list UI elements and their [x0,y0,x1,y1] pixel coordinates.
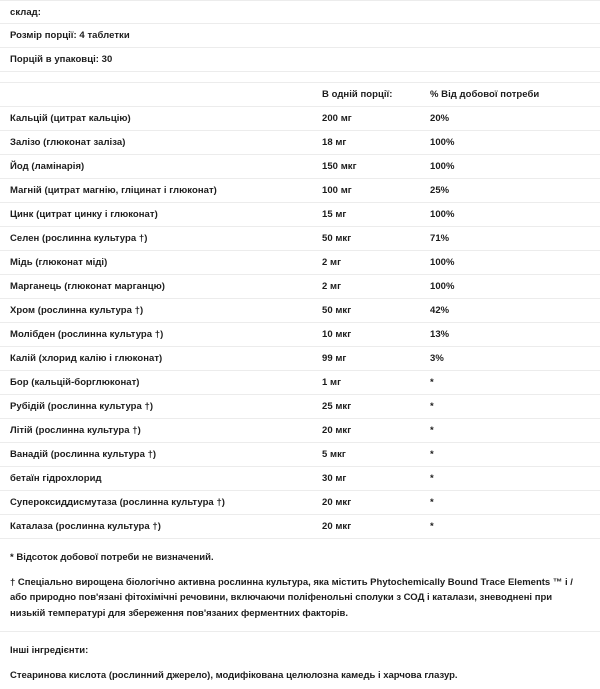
nutrient-amount: 1 мг [322,377,430,388]
nutrient-name: Рубідій (рослинна культура †) [0,401,322,412]
table-row [0,107,600,131]
column-header-daily-value: % Від добової потреби [430,89,600,100]
table-header-row [0,83,600,107]
nutrient-name: Кальцій (цитрат кальцію) [0,113,322,124]
table-row [0,131,600,155]
nutrient-daily-value: 42% [430,305,600,316]
nutrient-name: Молібден (рослинна культура †) [0,329,322,340]
nutrient-rows-container [0,107,600,539]
nutrient-amount: 5 мкг [322,449,430,460]
nutrient-daily-value: 71% [430,233,600,244]
nutrient-amount: 18 мг [322,137,430,148]
nutrient-amount: 25 мкг [322,401,430,412]
table-row [0,251,600,275]
table-gap-row [0,72,600,83]
footnote-dagger: † Спеціально вирощена біологічно активна рослинна культура, яка містить Phytochemically Bound Trace Elements ™ і / або природно пов'язані фітохімічні речовини, включаючи поліфенольні сполуки з СОД і каталази, зневоднені при низькій температурі для збереження пов'язаних ферментних факторів. [0,575,600,633]
nutrient-name: Каталаза (рослинна культура †) [0,521,322,532]
nutrient-amount: 150 мкг [322,161,430,172]
nutrient-name: бетаїн гідрохлорид [0,473,322,484]
nutrient-amount: 20 мкг [322,497,430,508]
table-row [0,299,600,323]
table-row [0,395,600,419]
nutrient-daily-value: 13% [430,329,600,340]
nutrient-daily-value: * [430,377,600,388]
nutrient-daily-value: 100% [430,257,600,268]
footnote-star: * Відсоток добової потреби не визначений. [0,539,600,575]
nutrient-daily-value: 25% [430,185,600,196]
nutrient-amount: 15 мг [322,209,430,220]
table-row [0,179,600,203]
nutrient-name: Цинк (цитрат цинку і глюконат) [0,209,322,220]
nutrient-amount: 200 мг [322,113,430,124]
nutrient-name: Калій (хлорид калію і глюконат) [0,353,322,364]
nutrient-name: Магній (цитрат магнію, гліцинат і глюконат) [0,185,322,196]
nutrient-daily-value: * [430,497,600,508]
nutrient-name: Супероксиддисмутаза (рослинна культура †) [0,497,322,508]
nutrient-amount: 10 мкг [322,329,430,340]
serving-size-label: Розмір порції: 4 таблетки [0,30,322,41]
table-row [0,347,600,371]
table-row [0,467,600,491]
table-row [0,491,600,515]
nutrient-name: Мідь (глюконат міді) [0,257,322,268]
servings-per-container-label: Порцій в упаковці: 30 [0,54,322,65]
nutrient-daily-value: 100% [430,137,600,148]
nutrient-daily-value: * [430,449,600,460]
nutrient-name: Селен (рослинна культура †) [0,233,322,244]
nutrient-amount: 2 мг [322,281,430,292]
nutrient-name: Йод (ламінарія) [0,161,322,172]
nutrient-daily-value: 3% [430,353,600,364]
nutrient-amount: 30 мг [322,473,430,484]
nutrient-daily-value: 100% [430,161,600,172]
nutrient-daily-value: 100% [430,281,600,292]
serving-size-row [0,24,600,48]
nutrient-amount: 99 мг [322,353,430,364]
nutrient-name: Залізо (глюконат заліза) [0,137,322,148]
nutrient-name: Бор (кальцій-борглюконат) [0,377,322,388]
other-ingredients-body: Стеаринова кислота (рослинний джерело), модифікована целюлозна камедь і харчова глазур. [0,668,600,689]
nutrient-daily-value: * [430,401,600,412]
table-row [0,443,600,467]
table-row [0,275,600,299]
panel-title: склад: [0,7,322,18]
nutrient-amount: 2 мг [322,257,430,268]
panel-title-row [0,0,600,24]
table-row [0,419,600,443]
nutrient-amount: 20 мкг [322,521,430,532]
nutrient-name: Ванадій (рослинна культура †) [0,449,322,460]
column-header-amount: В одній порції: [322,89,430,100]
table-row [0,227,600,251]
table-row [0,371,600,395]
nutrient-daily-value: * [430,473,600,484]
table-row [0,323,600,347]
nutrient-amount: 50 мкг [322,233,430,244]
nutrient-amount: 100 мг [322,185,430,196]
table-row [0,203,600,227]
nutrient-daily-value: 20% [430,113,600,124]
nutrient-name: Марганець (глюконат марганцю) [0,281,322,292]
nutrient-amount: 20 мкг [322,425,430,436]
other-ingredients-label: Інші інгредієнти: [0,632,600,668]
table-row [0,155,600,179]
nutrient-name: Хром (рослинна культура †) [0,305,322,316]
servings-per-container-row [0,48,600,72]
nutrient-daily-value: * [430,425,600,436]
nutrient-name: Літій (рослинна культура †) [0,425,322,436]
nutrient-amount: 50 мкг [322,305,430,316]
table-row [0,515,600,539]
nutrient-daily-value: 100% [430,209,600,220]
nutrient-daily-value: * [430,521,600,532]
